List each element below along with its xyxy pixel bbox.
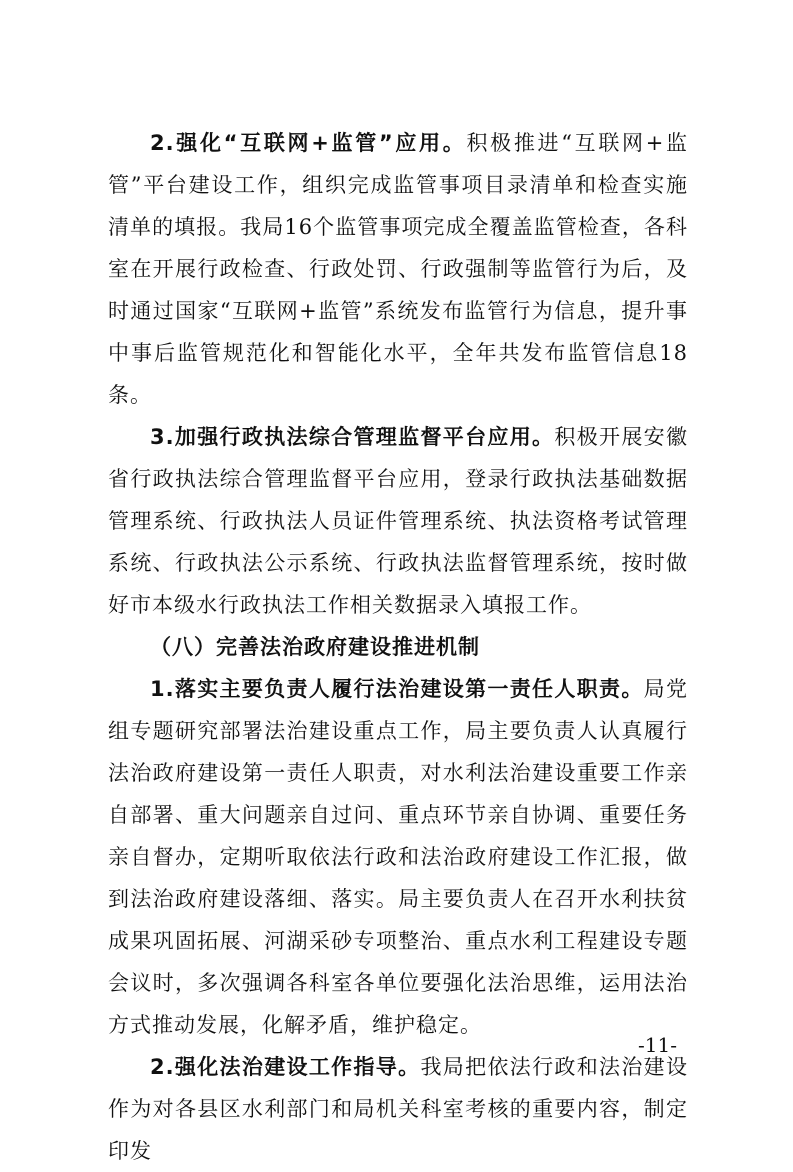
- document-body: [108, 122, 688, 1172]
- paragraph-enforcement-platform: [108, 416, 688, 626]
- page-number: -11-: [638, 1033, 677, 1057]
- paragraph-lead: 3.加强行政执法综合管理监督平台应用。: [150, 425, 555, 449]
- section-heading: （八）完善法治政府建设推进机制: [150, 635, 480, 659]
- paragraph-lead: 2.强化“互联网+监管”应用。: [150, 131, 467, 155]
- paragraph-lead: 2.强化法治建设工作指导。: [150, 1055, 421, 1079]
- paragraph-lead: 1.落实主要负责人履行法治建设第一责任人职责。: [150, 677, 644, 701]
- paragraph-guidance: [108, 1046, 688, 1172]
- paragraph-leader-responsibility: [108, 668, 688, 1046]
- paragraph-text: 积极开展安徽省行政执法综合管理监督平台应用，登录行政执法基础数据管理系统、行政执法人员证件管理系统、执法资格考试管理系统、行政执法公示系统、行政执法监督管理系统，按时做好市本级水行政执法工作相关数据录入填报工作。: [108, 425, 689, 617]
- paragraph-internet-supervision: [108, 122, 688, 416]
- paragraph-text: 我局把依法行政和法治建设作为对各县区水利部门和局机关科室考核的重要内容，制定印发: [108, 1055, 688, 1163]
- paragraph-text: 积极推进“互联网+监管”平台建设工作，组织完成监管事项目录清单和检查实施清单的填报。我局16个监管事项完成全覆盖监管检查，各科室在开展行政检查、行政处罚、行政强制等监管行为后，及时通过国家“互联网+监管”系统发布监管行为信息，提升事中事后监管规范化和智能化水平，全年共发布监管信息18条。: [108, 131, 688, 407]
- paragraph-text: 局党组专题研究部署法治建设重点工作，局主要负责人认真履行法治政府建设第一责任人职责，对水利法治建设重要工作亲自部署、重大问题亲自过问、重点环节亲自协调、重要任务亲自督办，定期听取依法行政和法治政府建设工作汇报，做到法治政府建设落细、落实。局主要负责人在召开水利扶贫成果巩固拓展、河湖采砂专项整治、重点水利工程建设专题会议时，多次强调各科室各单位要强化法治思维，运用法治方式推动发展，化解矛盾，维护稳定。: [108, 677, 688, 1037]
